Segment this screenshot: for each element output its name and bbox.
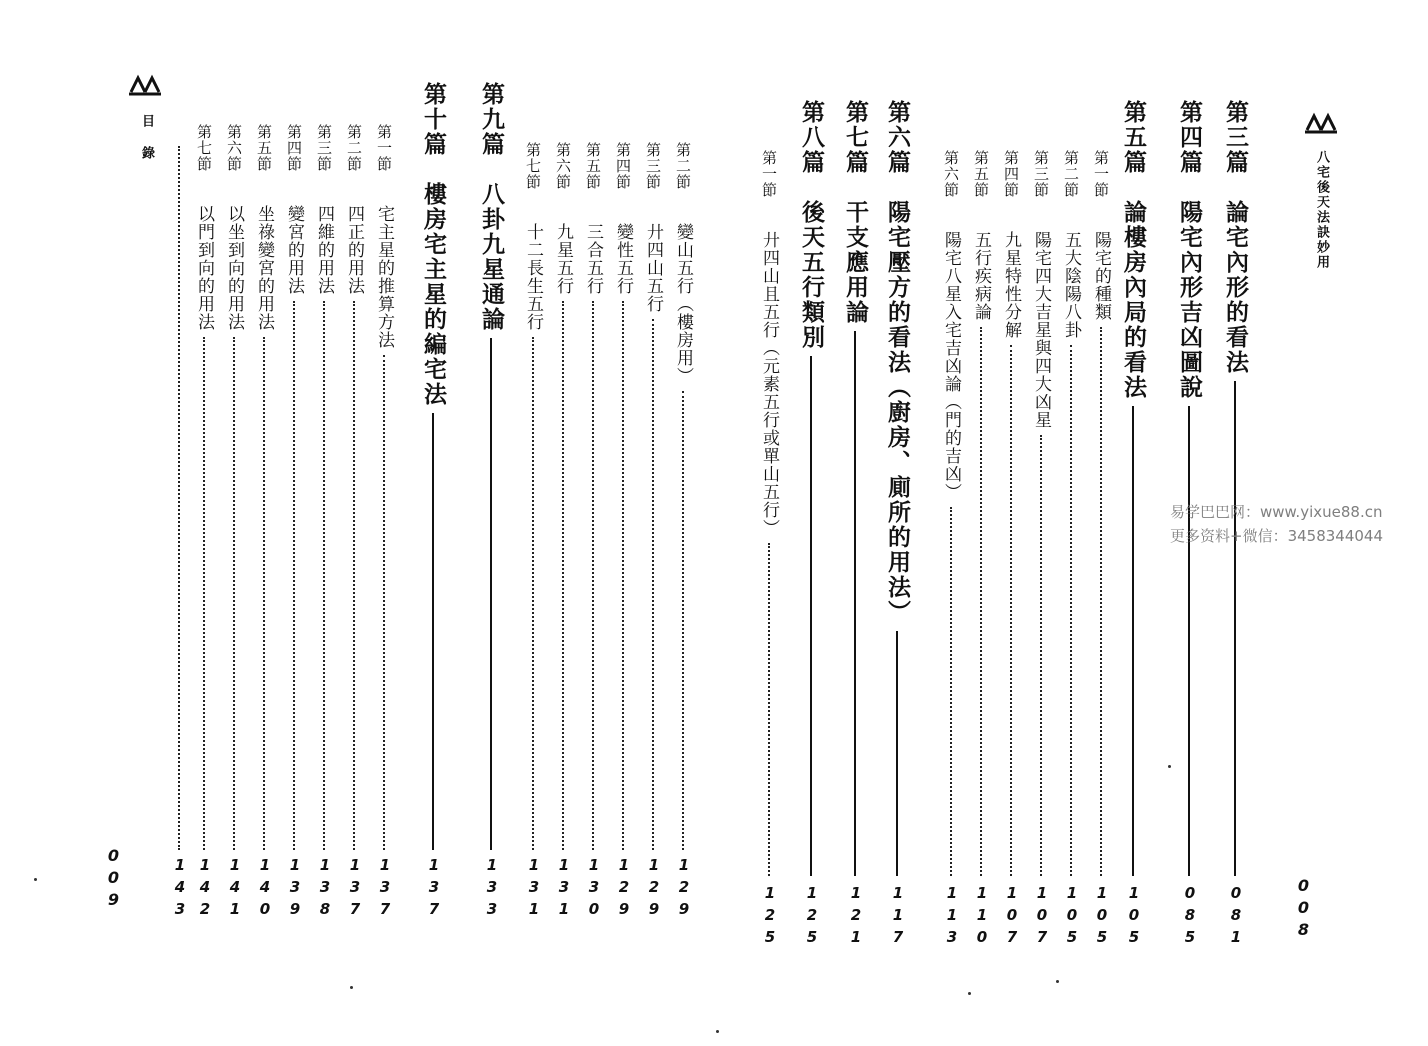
section-title: 十二長生五行: [523, 223, 543, 331]
section-title: 五行疾病論: [971, 231, 991, 321]
section-number: 第五節: [255, 124, 273, 172]
page-number: 137: [346, 856, 364, 922]
leader-dots: [682, 391, 684, 850]
chapter-title: 論樓房內局的看法: [1120, 200, 1147, 400]
toc-entry-text: [546, 142, 580, 295]
leader-dots: [980, 327, 982, 876]
chapter-number: 第六篇: [884, 100, 911, 175]
page-number: 105: [1125, 884, 1143, 950]
chapter-title: 陽宅內形吉凶圖說: [1176, 200, 1203, 400]
section-number: 第一節: [375, 124, 393, 172]
page-number: 129: [615, 856, 633, 922]
toc-chapter-entry: [794, 0, 828, 1046]
chapter-number: 第八篇: [798, 100, 825, 175]
section-title: 以坐到向的用法: [224, 205, 244, 331]
toc-section-entry: [636, 0, 670, 1046]
page-number: 139: [286, 856, 304, 922]
leader-dots: [950, 507, 952, 876]
toc-entry-text: [474, 82, 508, 332]
leader-line: [1188, 406, 1190, 876]
section-number: 第五節: [972, 150, 990, 198]
leader-dots: [1010, 345, 1012, 876]
toc-entry-text: [1024, 150, 1058, 429]
leader-line: [896, 631, 898, 876]
page-number: 138: [316, 856, 334, 922]
toc-entry-text: [994, 150, 1028, 339]
running-header: 目 錄: [139, 114, 154, 161]
section-number: 第四節: [1002, 150, 1020, 198]
toc-entry-text: [606, 142, 640, 295]
toc-section-entry: [752, 0, 786, 1046]
section-number: 第二節: [1062, 150, 1080, 198]
toc-entry-text: [162, 124, 196, 140]
scan-speck: [1056, 980, 1059, 983]
page-number: 129: [675, 856, 693, 922]
leader-line: [432, 413, 434, 850]
toc-section-entry: [666, 0, 700, 1046]
chapter-title: 樓房宅主星的編宅法: [420, 182, 447, 407]
leader-line: [1234, 381, 1236, 876]
leader-dots: [383, 355, 385, 850]
page-number: 125: [761, 884, 779, 950]
page-number: 137: [425, 856, 443, 922]
toc-entry-text: [666, 142, 700, 385]
toc-entry-text: [337, 124, 371, 295]
section-number: 第七節: [524, 142, 542, 190]
toc-section-entry: [1054, 0, 1088, 1046]
chapter-title: 陽宅壓方的看法（廚房、廁所的用法）: [884, 200, 911, 625]
section-title: 宅主星的推算方法: [374, 205, 394, 349]
chapter-number: 第七篇: [842, 100, 869, 175]
toc-entry-text: [752, 150, 786, 537]
toc-section-entry: [964, 0, 998, 1046]
toc-section-entry: [606, 0, 640, 1046]
scan-speck: [1168, 765, 1171, 768]
section-title: 五大陰陽八卦: [1061, 231, 1081, 339]
leader-dots: [263, 337, 265, 850]
toc-entry-text: [934, 150, 968, 501]
folio: 008: [1294, 876, 1313, 942]
toc-entry-text: [576, 142, 610, 295]
section-title: 陽宅四大吉星與四大凶星: [1031, 231, 1051, 429]
leader-dots: [203, 337, 205, 850]
leader-dots: [353, 301, 355, 850]
section-number: 第六節: [225, 124, 243, 172]
toc-chapter-entry: [1116, 0, 1150, 1046]
page-number: 121: [847, 884, 865, 950]
leader-line: [810, 356, 812, 876]
page-number: 133: [483, 856, 501, 922]
section-number: 第四節: [285, 124, 303, 172]
watermark-line: 易学巴巴网：www.yixue88.cn: [1170, 503, 1383, 521]
toc-section-entry: [546, 0, 580, 1046]
section-number: 第五節: [584, 142, 602, 190]
publisher-logo-icon: [128, 74, 162, 96]
section-number: 第二節: [674, 142, 692, 190]
section-title: 廾四山五行: [643, 223, 663, 313]
toc-entry-text: [880, 100, 914, 625]
section-number: 第三節: [315, 124, 333, 172]
toc-section-entry: [162, 0, 196, 1046]
page-number: 142: [196, 856, 214, 922]
toc-section-entry: [516, 0, 550, 1046]
leader-line: [1132, 406, 1134, 876]
toc-entry-text: [794, 100, 828, 350]
toc-section-entry: [307, 0, 341, 1046]
chapter-number: 第九篇: [478, 82, 505, 157]
chapter-title: 八卦九星通論: [478, 182, 505, 332]
page-number: 110: [973, 884, 991, 950]
page-number: 113: [943, 884, 961, 950]
toc-section-entry: [576, 0, 610, 1046]
leader-dots: [1040, 435, 1042, 876]
toc-entry-text: [277, 124, 311, 295]
section-number: 第四節: [614, 142, 632, 190]
leader-dots: [622, 301, 624, 850]
page-number: 141: [226, 856, 244, 922]
page-number: 107: [1033, 884, 1051, 950]
publisher-logo-icon: [1304, 112, 1338, 134]
section-title: 變山五行（樓房用）: [673, 223, 693, 385]
leader-dots: [532, 337, 534, 850]
toc-section-entry: [277, 0, 311, 1046]
leader-dots: [293, 301, 295, 850]
toc-chapter-entry: [474, 0, 508, 1046]
section-title: 九星五行: [553, 223, 573, 295]
section-title: 坐祿變宮的用法: [254, 205, 274, 331]
watermark-line: 更多资料+微信：3458344044: [1170, 527, 1384, 545]
section-number: 第三節: [1032, 150, 1050, 198]
toc-entry-text: [307, 124, 341, 295]
page-number: 107: [1003, 884, 1021, 950]
leader-dots: [768, 543, 770, 876]
page-number: 081: [1227, 884, 1245, 950]
page-number: 137: [376, 856, 394, 922]
page-number: 140: [256, 856, 274, 922]
section-title: 四正的用法: [344, 205, 364, 295]
page-number: 105: [1063, 884, 1081, 950]
section-title: 陽宅的種類: [1091, 231, 1111, 321]
chapter-number: 第五篇: [1120, 100, 1147, 175]
toc-entry-text: [964, 150, 998, 321]
leader-dots: [652, 319, 654, 850]
section-number: 第七節: [195, 124, 213, 172]
toc-section-entry: [1084, 0, 1118, 1046]
toc-section-entry: [367, 0, 401, 1046]
toc-entry-text: [1116, 100, 1150, 400]
page-number: 131: [555, 856, 573, 922]
page-number: 085: [1181, 884, 1199, 950]
section-title: 三合五行: [583, 223, 603, 295]
toc-section-entry: [1024, 0, 1058, 1046]
toc-chapter-entry: [838, 0, 872, 1046]
page-number: 125: [803, 884, 821, 950]
running-header: 八宅後天法訣妙用: [1314, 150, 1329, 270]
chapter-number: 第三篇: [1222, 100, 1249, 175]
section-number: 第一節: [760, 150, 778, 198]
section-number: 第六節: [942, 150, 960, 198]
section-title: 九星特性分解: [1001, 231, 1021, 339]
toc-entry-text: [1218, 100, 1252, 375]
scan-speck: [968, 992, 971, 995]
toc-chapter-entry: [416, 0, 450, 1046]
section-title: 變性五行: [613, 223, 633, 295]
toc-entry-text: [1054, 150, 1088, 339]
toc-section-entry: [337, 0, 371, 1046]
chapter-title: 干支應用論: [842, 200, 869, 325]
chapter-number: 第四篇: [1176, 100, 1203, 175]
leader-dots: [1100, 327, 1102, 876]
toc-entry-text: [416, 82, 450, 407]
leader-dots: [178, 146, 180, 850]
scan-speck: [350, 986, 353, 989]
toc-section-entry: [934, 0, 968, 1046]
page-number: 130: [585, 856, 603, 922]
section-title: 四維的用法: [314, 205, 334, 295]
section-number: 第六節: [554, 142, 572, 190]
toc-entry-text: [367, 124, 401, 349]
leader-dots: [562, 301, 564, 850]
page-number: 143: [171, 856, 189, 922]
toc-entry-text: [1084, 150, 1118, 321]
page-number: 131: [525, 856, 543, 922]
page-number: 105: [1093, 884, 1111, 950]
chapter-title: 論宅內形的看法: [1222, 200, 1249, 375]
toc-entry-text: [217, 124, 251, 331]
toc-entry-text: [516, 142, 550, 331]
section-number: 第一節: [1092, 150, 1110, 198]
leader-dots: [592, 301, 594, 850]
toc-section-entry: [247, 0, 281, 1046]
scan-speck: [34, 878, 37, 881]
leader-line: [854, 331, 856, 876]
scan-speck: [716, 1030, 719, 1033]
toc-entry-text: [636, 142, 670, 313]
section-number: 第三節: [644, 142, 662, 190]
leader-dots: [233, 337, 235, 850]
toc-section-entry: [217, 0, 251, 1046]
page-number: 117: [889, 884, 907, 950]
section-number: 第二節: [345, 124, 363, 172]
leader-line: [490, 338, 492, 850]
toc-entry-text: [1172, 100, 1206, 400]
section-title: 廾四山且五行（元素五行或單山五行）: [759, 231, 779, 537]
leader-dots: [1070, 345, 1072, 876]
section-title: 陽宅八星入宅吉凶論（門的吉凶）: [941, 231, 961, 501]
chapter-number: 第十篇: [420, 82, 447, 157]
toc-chapter-entry: [880, 0, 914, 1046]
chapter-title: 後天五行類別: [798, 200, 825, 350]
toc-entry-text: [247, 124, 281, 331]
leader-dots: [323, 301, 325, 850]
toc-section-entry: [994, 0, 1028, 1046]
section-title: 以門到向的用法: [194, 205, 214, 331]
watermark: [1170, 500, 1420, 548]
section-title: 變宮的用法: [284, 205, 304, 295]
page-number: 129: [645, 856, 663, 922]
folio: 009: [104, 846, 123, 912]
toc-entry-text: [838, 100, 872, 325]
